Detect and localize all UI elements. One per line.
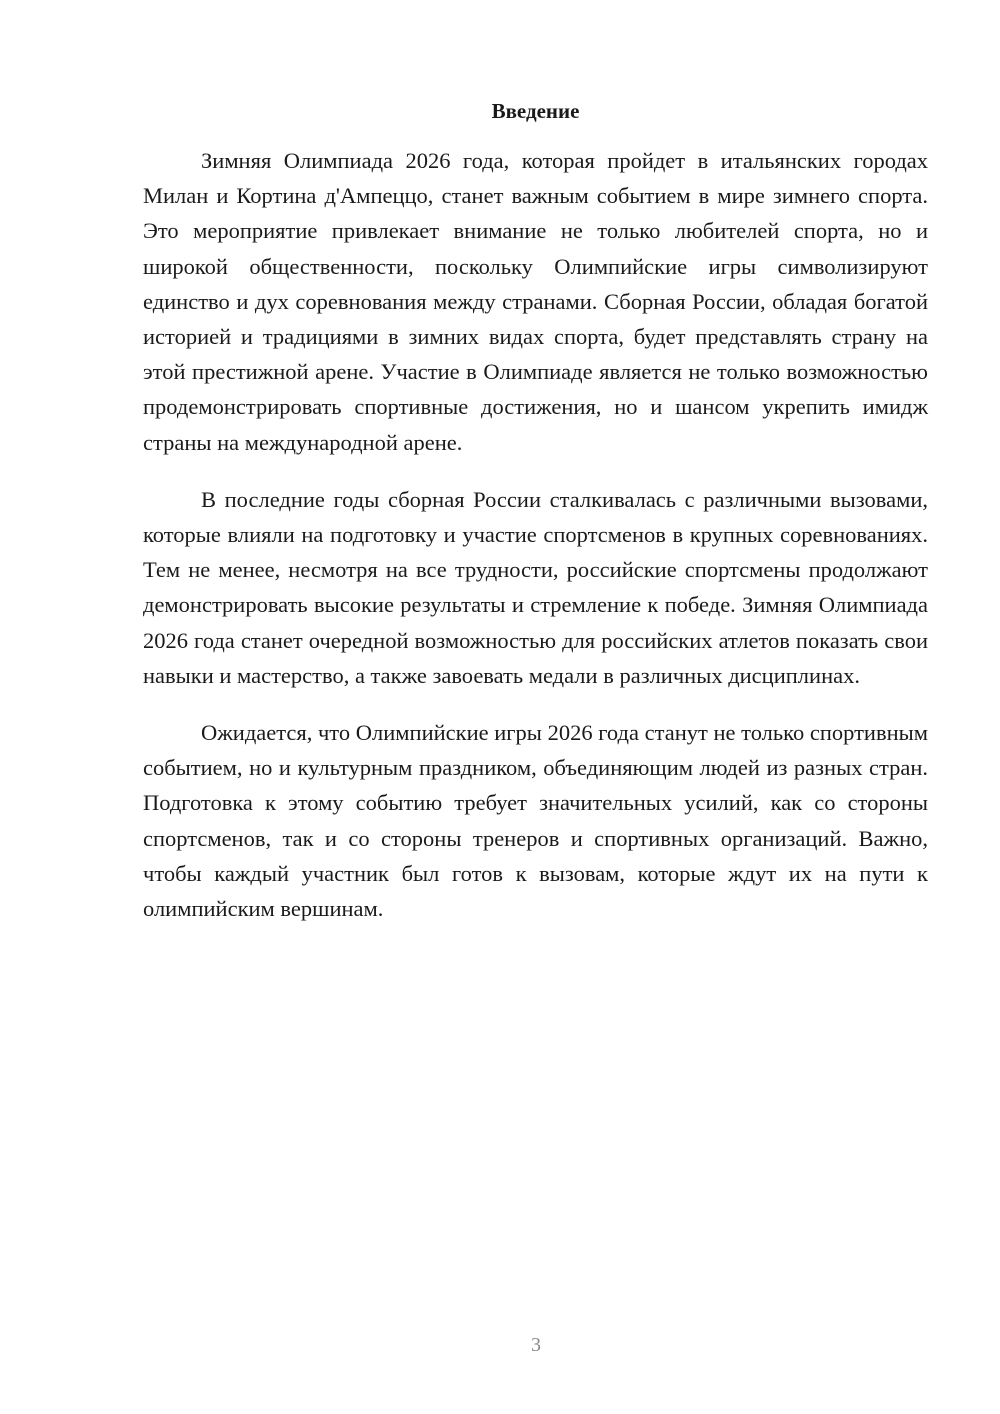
section-heading: Введение — [491, 99, 580, 123]
paragraph-3: Ожидается, что Олимпийские игры 2026 года станут не только спортивным событием, но и культурным праздником, объединяющим людей из разных стран. Подготовка к этому событию требует значительных усилий, как со стороны спортсменов, так и со стороны тренеров и спортивных организаций. Важно, чтобы каждый участник был готов к вызовам, которые ждут их на пути к олимпийским вершинам. — [143, 720, 928, 922]
paragraph-2: В последние годы сборная России сталкивалась с различными вызовами, которые влияли на подготовку и участие спортсменов в крупных соревнованиях. Тем не менее, несмотря на все трудности, российские спортсмены продолжают демонстрировать высокие результаты и стремление к победе. Зимняя Олимпиада 2026 года станет очередной возможностью для российских атлетов показать свои навыки и мастерство, а также завоевать медали в различных дисциплинах. — [143, 486, 928, 688]
page-number: 3 — [531, 1334, 541, 1356]
body-text — [143, 143, 928, 948]
paragraph-1: Зимняя Олимпиада 2026 года, которая пройдет в итальянских городах Милан и Кортина д'Ампеццо, станет важным событием в мире зимнего спорта. Это мероприятие привлекает внимание не только любителей спорта, но и широкой общественности, поскольку Олимпийские игры символизируют единство и дух соревнования между странами. Сборная России, обладая богатой историей и традициями в зимних видах спорта, будет представлять страну на этой престижной арене. Участие в Олимпиаде является не только возможностью продемонстрировать спортивные достижения, но и шансом укрепить имидж страны на международной арене. — [143, 148, 928, 455]
